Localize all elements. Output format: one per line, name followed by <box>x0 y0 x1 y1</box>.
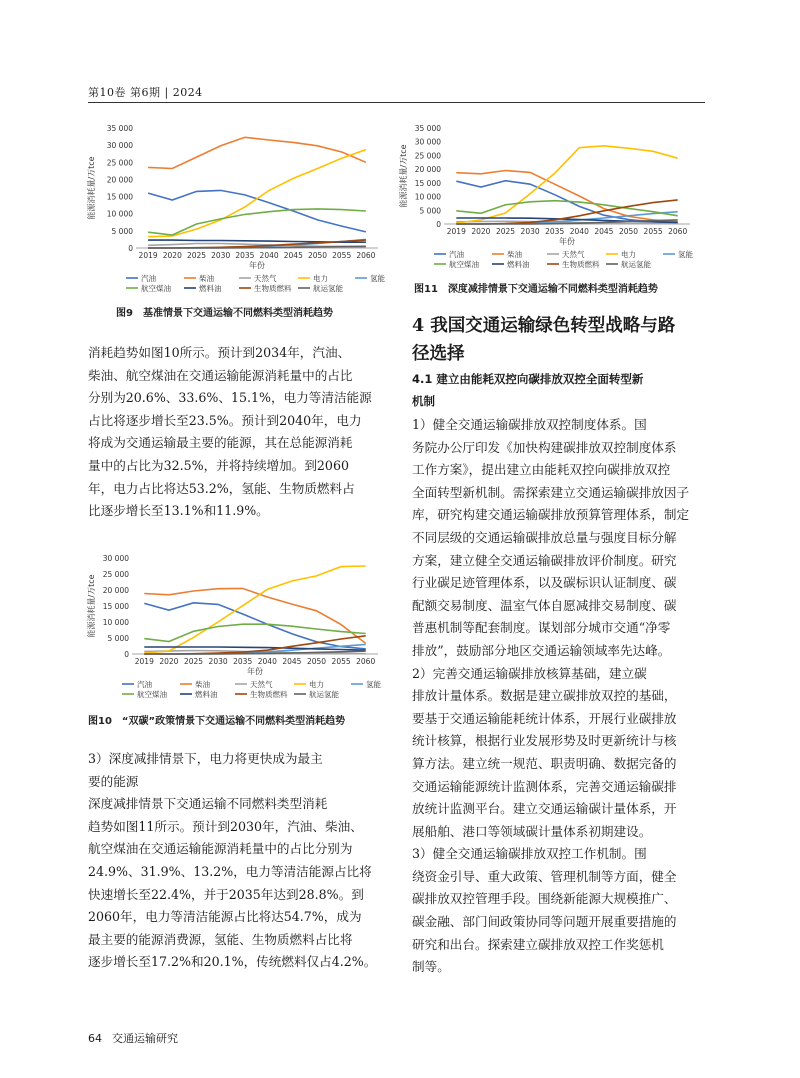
figure-10-label: 图10 <box>88 716 112 727</box>
subsection-heading-line-2: 机制 <box>412 394 435 408</box>
legend-label: 电力 <box>309 680 324 689</box>
legend-label: 生物质燃料 <box>254 284 292 293</box>
y-tick-label: 35 000 <box>414 124 441 133</box>
x-tick-label: 2025 <box>495 227 516 236</box>
x-tick-label: 2055 <box>331 657 351 666</box>
x-tick-label: 2040 <box>569 227 589 236</box>
text-line: 深度减排情景下交通运输不同燃料类型消耗 <box>88 796 328 812</box>
y-tick-label: 10 000 <box>106 209 133 219</box>
figure-9-caption <box>116 304 333 319</box>
x-tick-label: 2045 <box>282 657 302 666</box>
running-header: 第10卷 第6期 | 2024 <box>88 86 203 99</box>
legend-label: 天然气 <box>254 274 277 283</box>
legend-label: 氢能 <box>366 680 381 689</box>
y-tick-label: 10 000 <box>414 192 441 202</box>
text-line: 消耗趋势如图10所示。预计到2034年，汽油、 <box>88 345 351 360</box>
y-tick-label: 10 000 <box>102 618 129 627</box>
legend-label: 天然气 <box>562 250 585 259</box>
figure-10-title: “双碳”政策情景下交通运输不同燃料类型消耗趋势 <box>121 716 346 727</box>
section-heading-line-1: 4 我国交通运输绿色转型战略与路 <box>412 316 676 336</box>
x-tick-label: 2055 <box>643 227 663 236</box>
text-line: 不同层级的交通运输碳排放总量与强度目标分解 <box>412 529 677 545</box>
x-tick-label: 2040 <box>257 657 277 666</box>
x-tick-label: 2019 <box>446 227 466 236</box>
header-rule <box>88 102 705 103</box>
text-line: 2）完善交通运输碳排放核算基础，建立碳 <box>412 665 647 681</box>
left-paragraph-2 <box>88 748 390 974</box>
x-tick-label: 2050 <box>307 251 328 260</box>
y-tick-label: 20 000 <box>102 586 129 595</box>
text-line: 排放”，鼓励部分地区交通运输领域率先达峰。 <box>412 642 671 658</box>
series-line <box>148 209 366 235</box>
figure-10-caption <box>88 712 345 727</box>
x-tick-label: 2035 <box>545 227 565 236</box>
x-tick-label: 2060 <box>668 227 688 236</box>
x-tick-label: 2050 <box>618 227 639 236</box>
legend-label: 燃料油 <box>507 260 530 269</box>
text-line: 年，电力占比将达53.2%，氢能、生物质燃料占 <box>88 480 355 496</box>
y-axis-label: 能源消耗量/万tce <box>87 156 96 220</box>
legend-label: 航空煤油 <box>449 260 479 269</box>
x-tick-label: 2060 <box>356 251 376 260</box>
series-line <box>148 190 366 232</box>
text-line: 碳金融、部门间政策协同等问题开展重要措施的 <box>412 914 677 930</box>
y-tick-label: 25 000 <box>106 158 133 168</box>
x-tick-label: 2030 <box>211 251 231 260</box>
x-tick-label: 2045 <box>283 251 303 260</box>
figure-9-svg <box>86 118 385 296</box>
text-line: 放统计监测平台。建立交通运输碳计量体系，开 <box>412 801 677 817</box>
y-tick-label: 5 000 <box>107 634 129 643</box>
series-line <box>456 201 677 216</box>
text-line: 快速增长至22.4%，并于2035年达到28.8%。到 <box>88 886 364 902</box>
text-line: 行业碳足迹管理体系，以及碳标识认证制度、碳 <box>412 575 677 591</box>
x-axis-label: 年份 <box>249 261 265 270</box>
text-line: 占比将逐步增长至23.5%。预计到2040年，电力 <box>88 412 362 428</box>
right-paragraph <box>412 414 712 979</box>
page-footer <box>88 1030 178 1046</box>
y-tick-label: 35 000 <box>106 124 133 133</box>
legend-label: 燃料油 <box>199 284 222 293</box>
text-line: 展船舶、港口等领域碳计量体系初期建设。 <box>412 823 652 839</box>
x-tick-label: 2030 <box>520 227 540 236</box>
y-tick-label: 5 000 <box>111 226 133 236</box>
y-tick-label: 15 000 <box>106 192 133 202</box>
subsection-heading <box>412 368 712 412</box>
series-line <box>144 603 365 649</box>
text-line: 碳排放双控管理手段。围绕新能源大规模推广、 <box>412 891 677 907</box>
section-heading-line-2: 径选择 <box>412 344 465 364</box>
text-line: 24.9%、31.9%、13.2%，电力等清洁能源占比将 <box>88 863 372 879</box>
y-tick-label: 5 000 <box>419 206 441 216</box>
legend-label: 汽油 <box>141 274 156 283</box>
text-line: 航空煤油在交通运输能源消耗量中的占比分别为 <box>88 841 353 857</box>
x-tick-label: 2020 <box>162 251 182 260</box>
y-tick-label: 20 000 <box>414 165 441 175</box>
text-line: 方案，建立健全交通运输碳排放评价制度。研究 <box>412 552 677 568</box>
y-tick-label: 0 <box>436 220 441 229</box>
x-tick-label: 2020 <box>471 227 491 236</box>
text-line: 最主要的能源消费源，氢能、生物质燃料占比将 <box>88 931 353 947</box>
y-tick-label: 20 000 <box>106 175 133 185</box>
text-line: 3）深度减排情景下，电力将更快成为最主 <box>88 751 323 766</box>
x-tick-label: 2019 <box>138 251 158 260</box>
text-line: 比逐步增长至13.1%和11.9%。 <box>88 503 269 519</box>
figure-11-caption <box>414 280 658 295</box>
subsection-heading-line-1: 4.1 建立由能耗双控向碳排放双控全面转型新 <box>412 372 644 386</box>
x-tick-label: 2055 <box>332 251 352 260</box>
section-heading <box>412 312 712 368</box>
x-tick-label: 2030 <box>208 657 228 666</box>
legend-label: 航空煤油 <box>137 690 167 699</box>
figure-11-title: 深度减排情景下交通运输不同燃料类型消耗趋势 <box>447 284 658 295</box>
y-tick-label: 30 000 <box>106 141 133 151</box>
x-tick-label: 2025 <box>186 251 207 260</box>
text-line: 工作方案》，提出建立由能耗双控向碳排放双控 <box>412 462 671 478</box>
legend-label: 氢能 <box>370 274 385 283</box>
figure-11-label: 图11 <box>414 284 438 295</box>
figure-11-chart <box>398 118 694 276</box>
text-line: 要的能源 <box>88 773 139 789</box>
figure-9-chart <box>86 118 385 296</box>
legend-label: 柴油 <box>195 680 210 689</box>
text-line: 排放计量体系。数据是建立碳排放双控的基础， <box>412 688 677 704</box>
text-line: 2060年，电力等清洁能源占比将达54.7%，成为 <box>88 909 362 925</box>
text-line: 分别为20.6%、33.6%、15.1%，电力等清洁能源 <box>88 390 372 406</box>
y-axis-label: 能源消耗量/万tce <box>87 574 96 638</box>
x-tick-label: 2020 <box>159 657 179 666</box>
text-line: 务院办公厅印发《加快构建碳排放双控制度体系 <box>412 439 677 455</box>
legend-label: 电力 <box>313 274 328 283</box>
x-tick-label: 2045 <box>594 227 614 236</box>
y-axis-label: 能源消耗量/万tce <box>399 144 408 208</box>
text-line: 普惠机制等配套制度。谋划部分城市交通“净零 <box>412 620 671 636</box>
x-tick-label: 2035 <box>233 657 253 666</box>
legend-label: 燃料油 <box>195 690 218 699</box>
y-tick-label: 30 000 <box>102 554 129 563</box>
legend-label: 生物质燃料 <box>250 690 288 699</box>
text-line: 逐步增长至17.2%和20.1%，传统燃料仅占4.2%。 <box>88 954 377 970</box>
x-tick-label: 2025 <box>183 657 204 666</box>
figure-10-chart <box>86 548 382 706</box>
text-line: 3）健全交通运输碳排放双控工作机制。围 <box>412 846 647 862</box>
x-tick-label: 2050 <box>306 657 327 666</box>
x-tick-label: 2035 <box>235 251 255 260</box>
legend-label: 柴油 <box>199 274 214 283</box>
text-line: 研究和出台。探索建立碳排放双控工作奖惩机 <box>412 936 664 952</box>
figure-9-label: 图9 <box>116 308 133 319</box>
x-tick-label: 2060 <box>356 657 376 666</box>
x-axis-label: 年份 <box>559 237 575 246</box>
left-paragraph-1 <box>88 342 390 523</box>
text-line: 柴油、航空煤油在交通运输能源消耗量中的占比 <box>88 367 353 383</box>
text-line: 要基于交通运输能耗统计体系，开展行业碳排放 <box>412 710 677 726</box>
text-line: 制等。 <box>412 959 450 975</box>
x-tick-label: 2019 <box>134 657 154 666</box>
text-line: 量中的占比为32.5%，并将持续增加。到2060 <box>88 457 349 473</box>
y-tick-label: 15 000 <box>414 178 441 188</box>
text-line: 将成为交通运输最主要的能源，其在总能源消耗 <box>88 435 353 451</box>
figure-9-title: 基准情景下交通运输不同燃料类型消耗趋势 <box>142 308 333 319</box>
legend-label: 航空煤油 <box>141 284 171 293</box>
text-line: 统计核算，根据行业发展形势及时更新统计与核 <box>412 733 677 749</box>
legend-label: 柴油 <box>507 250 522 259</box>
text-line: 配额交易制度、温室气体自愿减排交易制度、碳 <box>412 597 677 613</box>
legend-label: 航运氢能 <box>621 260 651 269</box>
text-line: 库，研究构建交通运输碳排放预算管理体系，制定 <box>412 507 690 523</box>
legend-label: 航运氢能 <box>309 690 339 699</box>
legend-label: 汽油 <box>449 250 464 259</box>
y-tick-label: 0 <box>124 650 129 659</box>
y-tick-label: 15 000 <box>102 602 129 611</box>
legend-label: 电力 <box>621 250 636 259</box>
text-line: 1）健全交通运输碳排放双控制度体系。国 <box>412 417 647 432</box>
page-number: 64 <box>88 1032 102 1045</box>
figure-11-svg <box>398 118 694 276</box>
text-line: 算方法。建立统一规范、职责明确、数据完备的 <box>412 755 677 771</box>
text-line: 全面转型新机制。需探索建立交通运输碳排放因子 <box>412 484 690 500</box>
text-line: 趋势如图11所示。预计到2030年，汽油、柴油、 <box>88 818 363 834</box>
series-line <box>148 137 366 168</box>
text-line: 交通运输能源统计监测体系，完善交通运输碳排 <box>412 778 677 794</box>
figure-10-svg <box>86 548 382 706</box>
text-line: 绕资金引导、重大政策、管理机制等方面，健全 <box>412 868 677 884</box>
y-tick-label: 30 000 <box>414 137 441 147</box>
journal-name: 交通运输研究 <box>112 1032 178 1045</box>
legend-label: 生物质燃料 <box>562 260 600 269</box>
legend-label: 氢能 <box>678 250 693 259</box>
legend-label: 航运氢能 <box>313 284 343 293</box>
legend-label: 天然气 <box>250 680 273 689</box>
y-tick-label: 0 <box>128 244 133 253</box>
x-axis-label: 年份 <box>247 667 263 676</box>
y-tick-label: 25 000 <box>414 151 441 161</box>
series-line <box>144 624 365 641</box>
y-tick-label: 25 000 <box>102 570 129 579</box>
legend-label: 汽油 <box>137 680 152 689</box>
x-tick-label: 2040 <box>259 251 279 260</box>
